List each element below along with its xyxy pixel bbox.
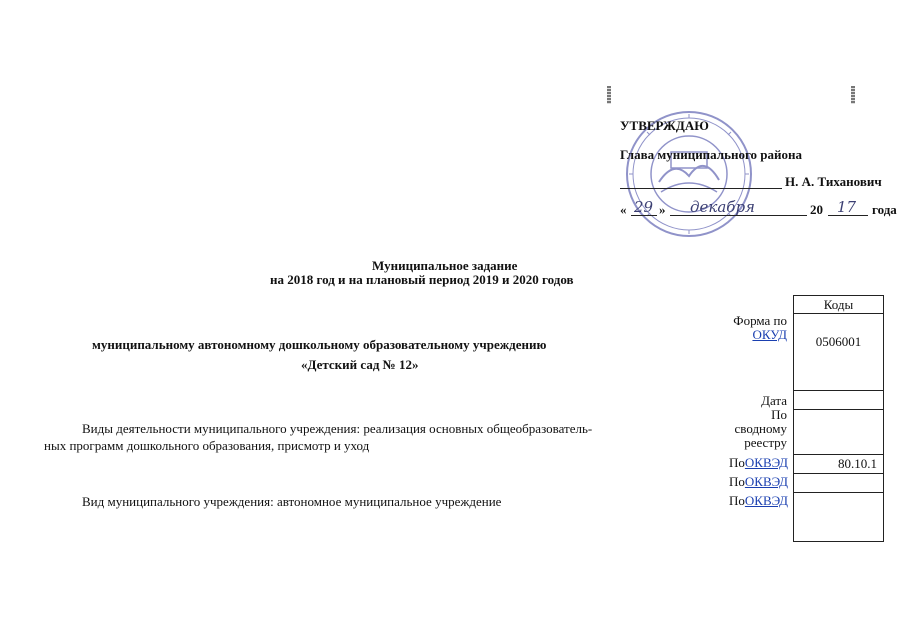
approval-position: Глава муниципального района (620, 147, 802, 162)
activities-line2: ных программ дошкольного образования, присмотр и уход (44, 438, 370, 453)
okved-prefix-3: По (729, 493, 745, 508)
okved-label-2 (700, 475, 788, 489)
institution-line2: «Детский сад № 12» (301, 357, 419, 372)
form-label-text: Форма по (733, 313, 787, 328)
date-cell (793, 390, 884, 410)
form-label (700, 314, 787, 342)
okved-prefix-2: По (729, 474, 745, 489)
okud-link[interactable]: ОКУД (752, 327, 787, 342)
okved-label-1 (700, 456, 788, 470)
task-title: Муниципальное задание (372, 258, 518, 273)
year-suffix: 17 (837, 198, 857, 216)
institution-type: Вид муниципального учреждения: автономное муниципальное учреждение (82, 494, 502, 509)
okved-link-2[interactable]: ОКВЭД (744, 474, 788, 489)
registry-cell (793, 409, 884, 455)
okved-label-3 (700, 494, 788, 508)
date-close-quote: » (659, 202, 666, 217)
date-open-quote: « (620, 202, 627, 217)
approval-title: УТВЕРЖДАЮ (620, 118, 709, 133)
approval-signer: Н. А. Тиханович (785, 174, 882, 189)
okved-value-1: 80.10.1 (838, 456, 877, 471)
scan-mark-right (851, 86, 855, 104)
registry-label-2: сводному (734, 421, 787, 436)
okud-value: 0506001 (815, 334, 862, 349)
date-month: декабря (690, 198, 755, 216)
date-day: 29 (634, 198, 654, 216)
registry-label-3: реестру (744, 435, 787, 450)
okud-cell (793, 313, 884, 391)
year-prefix: 20 (810, 202, 823, 217)
okved-link-3[interactable]: ОКВЭД (744, 493, 788, 508)
okved-cell-3 (793, 492, 884, 542)
okved-cell-1 (793, 454, 884, 474)
okved-link-1[interactable]: ОКВЭД (744, 455, 788, 470)
signature-line (620, 188, 782, 189)
institution-line1: муниципальному автономному дошкольному образовательному учреждению (92, 337, 547, 352)
task-subtitle: на 2018 год и на плановый период 2019 и 2020 годов (270, 272, 574, 287)
registry-label (700, 408, 787, 450)
year-word: года (872, 202, 897, 217)
codes-header-cell (793, 295, 884, 314)
activities-line1: Виды деятельности муниципального учреждения: реализация основных общеобразователь- (82, 421, 593, 436)
codes-header: Коды (823, 297, 854, 312)
scan-mark-left (607, 86, 611, 104)
registry-label-1: По (771, 407, 787, 422)
okved-cell-2 (793, 473, 884, 493)
date-label: Дата (761, 393, 787, 408)
okved-prefix-1: По (729, 455, 745, 470)
